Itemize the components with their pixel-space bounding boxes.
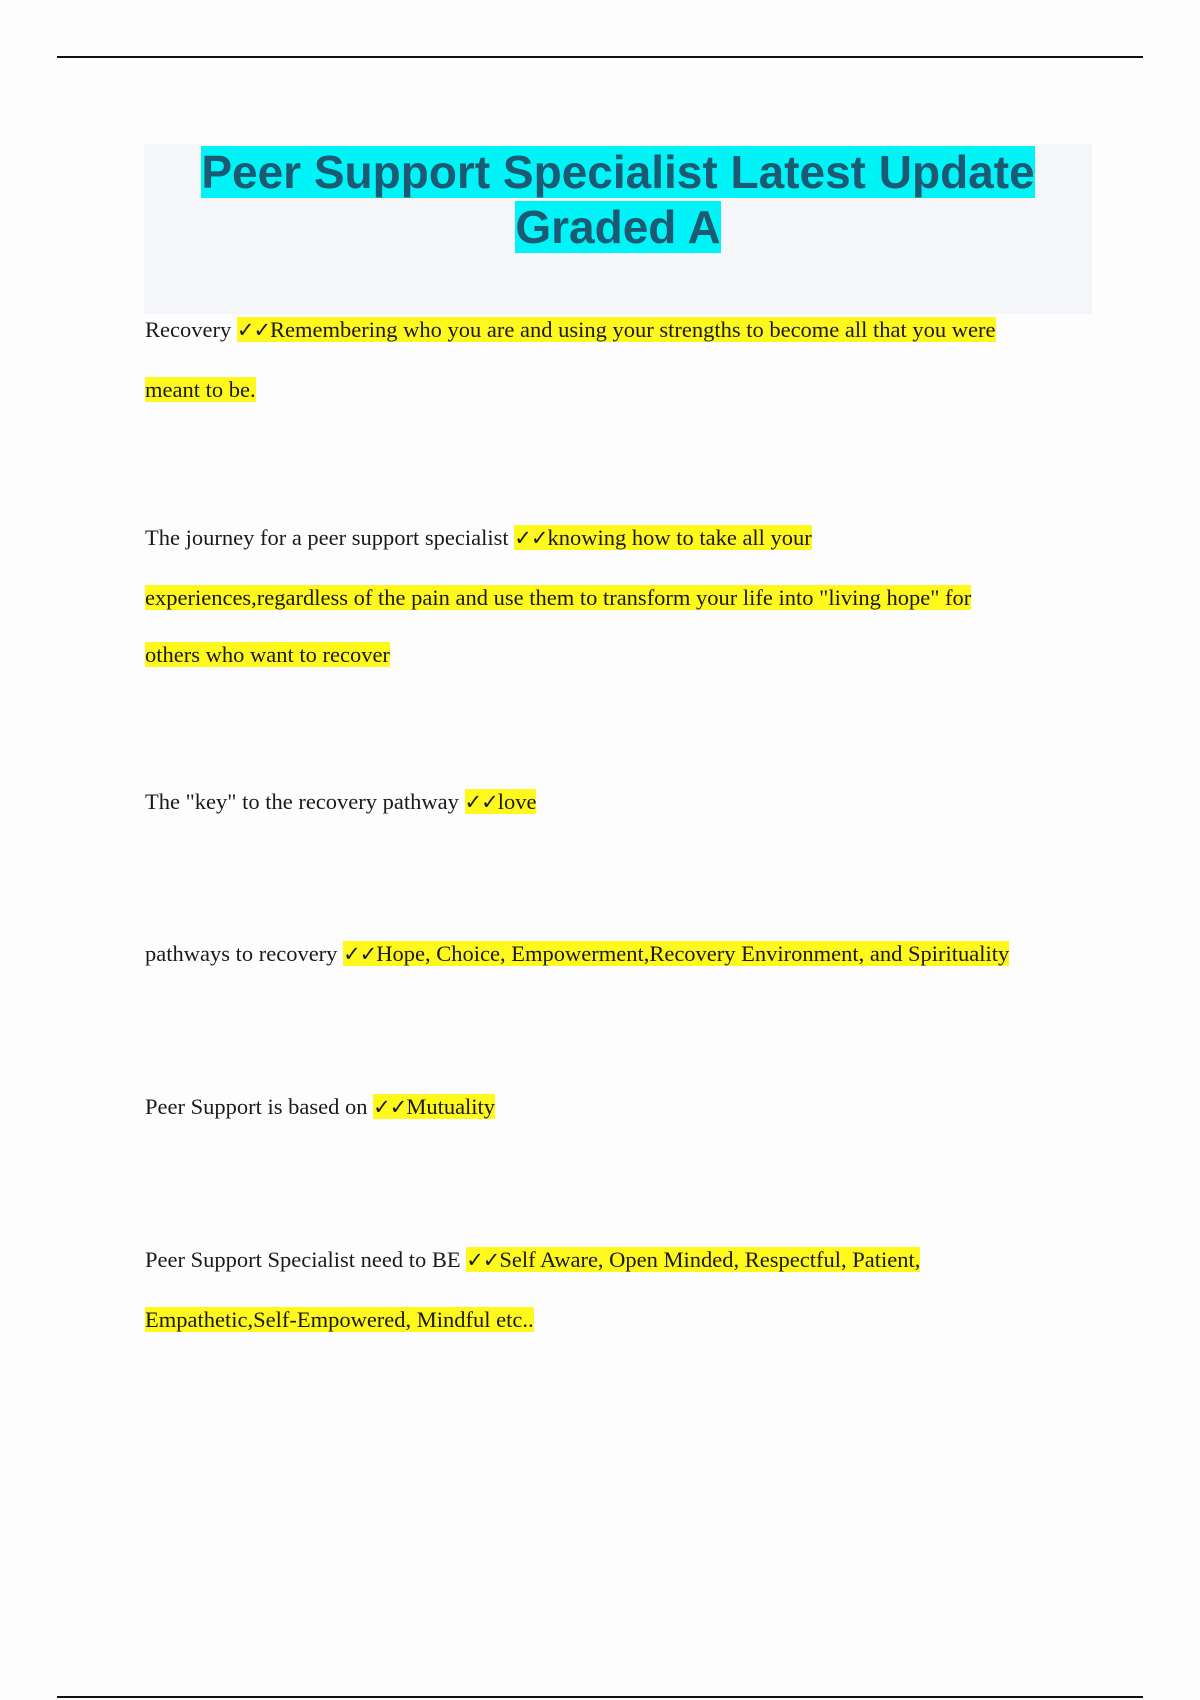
- entry-answer: knowing how to take all your: [547, 525, 812, 550]
- entry-term: Recovery: [145, 317, 237, 342]
- entry-answer: experiences,regardless of the pain and use them to transform your life into "living hope" for: [145, 585, 972, 610]
- entry-line: [145, 568, 1095, 628]
- entry-answer: Remembering who you are and using your strengths to become all that you were: [270, 317, 996, 342]
- qa-entry-based-on: [145, 1077, 1095, 1137]
- entry-line: [145, 1077, 1095, 1137]
- entry-term: The journey for a peer support specialist: [145, 525, 515, 550]
- title-line-1: Peer Support Specialist Latest Update: [201, 146, 1035, 198]
- title-block: [144, 144, 1092, 314]
- qa-entry-need-to-be: [145, 1230, 1095, 1350]
- entry-answer: others who want to recover: [145, 642, 390, 667]
- entry-line: [145, 924, 1095, 984]
- entry-answer: meant to be.: [145, 377, 256, 402]
- entry-term: Peer Support Specialist need to BE: [145, 1247, 467, 1272]
- entry-term: pathways to recovery: [145, 941, 344, 966]
- double-check-icon: ✓✓: [464, 790, 498, 814]
- qa-entry-journey: [145, 508, 1095, 685]
- double-check-icon: ✓✓: [236, 318, 271, 342]
- double-check-icon: ✓✓: [514, 526, 548, 550]
- title-line-2: Graded A: [515, 201, 721, 253]
- qa-entry-key: [145, 772, 1095, 832]
- entry-line: [145, 625, 1095, 685]
- qa-entry-pathways: [145, 924, 1095, 984]
- header-rule: [57, 56, 1143, 58]
- entry-answer: Hope, Choice, Empowerment,Recovery Environment, and Spirituality: [376, 941, 1010, 966]
- double-check-icon: ✓✓: [466, 1248, 500, 1272]
- entry-answer: love: [497, 789, 537, 814]
- entry-line: [145, 1230, 1095, 1290]
- page-title: [144, 144, 1092, 255]
- entry-line: [145, 1290, 1095, 1350]
- entry-term: The "key" to the recovery pathway: [145, 789, 465, 814]
- entry-answer: Self Aware, Open Minded, Respectful, Patient,: [499, 1247, 921, 1272]
- double-check-icon: ✓✓: [343, 942, 377, 966]
- double-check-icon: ✓✓: [373, 1095, 407, 1119]
- entry-term: Peer Support is based on: [145, 1094, 374, 1119]
- entry-answer: Mutuality: [406, 1094, 496, 1119]
- qa-entry-recovery: [145, 300, 1095, 420]
- entry-line: [145, 772, 1095, 832]
- footer-rule: [57, 1696, 1143, 1698]
- entry-line: [145, 508, 1095, 568]
- entry-line: [145, 300, 1095, 360]
- entry-line: [145, 360, 1095, 420]
- entry-answer: Empathetic,Self-Empowered, Mindful etc..: [145, 1307, 534, 1332]
